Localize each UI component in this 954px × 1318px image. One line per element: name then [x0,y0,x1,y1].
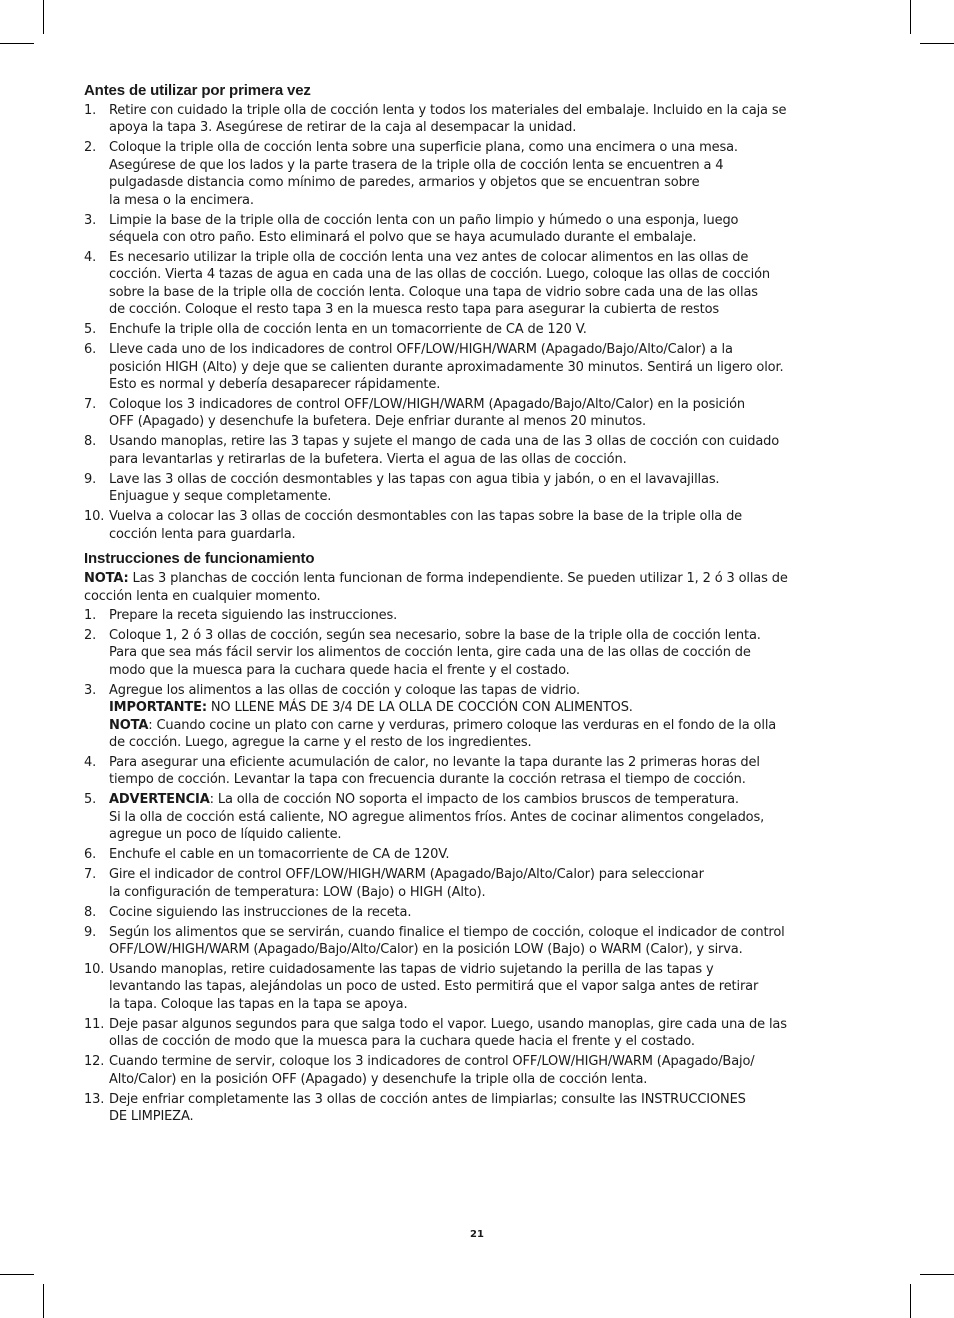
item-number: 3. [84,212,97,228]
item-text: Deje enfriar completamente las 3 ollas de cocción antes de limpiarlas; consulte las INSTRUCCIONES [109,1091,746,1107]
list-item [84,904,868,921]
list-item [84,607,868,624]
item-number: 2. [84,140,97,156]
crop-mark-bottom-right-vertical [910,1284,911,1318]
item-number: 2. [84,627,97,643]
item-line [109,413,868,430]
list-item [84,102,868,137]
item-text: Enjuague y seque completamente. [109,489,332,505]
item-text: la mesa o la encimera. [109,192,254,208]
item-line [109,607,868,624]
item-number: 8. [84,434,97,450]
note-line: cocción lenta en cualquier momento. [84,588,321,604]
item-number: 6. [84,847,97,863]
item-text: Lleve cada uno de los indicadores de control OFF/LOW/HIGH/WARM (Apagado/Bajo/Alto/Calor) a la [109,342,733,358]
item-text: la tapa. Coloque las tapas en la tapa se apoya. [109,996,408,1012]
item-line [109,1091,868,1108]
page-number: 21 [470,1229,484,1240]
item-line [109,321,868,338]
item-text: Deje pasar algunos segundos para que salga todo el vapor. Luego, usando manoplas, gire cada una de las [109,1016,787,1032]
item-text: Alto/Calor) en la posición OFF (Apagado) y desenchufe la triple olla de cocción lenta. [109,1071,648,1087]
item-line [109,359,868,376]
crop-mark-top-left-vertical [43,0,44,34]
item-number: 7. [84,867,97,883]
list-item [84,866,868,901]
list-item [84,396,868,431]
item-text: de cocción. Coloque el resto tapa 3 en la muesca resto tapa para asegurar la cubierta de restos [109,302,720,318]
item-line [109,662,868,679]
item-line [109,139,868,156]
item-text: Para que sea más fácil servir los alimentos de cocción lenta, gire cada una de las ollas de cocción de [109,645,751,661]
item-line [109,941,868,958]
item-text: OFF/LOW/HIGH/WARM (Apagado/Bajo/Alto/Calor) en la posición LOW (Bajo) o WARM (Calor), y sirva. [109,941,743,957]
item-text: : Cuando cocine un plato con carne y verduras, primero coloque las verduras en el fondo de la olla [148,717,777,733]
list-item [84,249,868,319]
item-line [109,471,868,488]
item-text: Gire el indicador de control OFF/LOW/HIGH/WARM (Apagado/Bajo/Alto/Calor) para seleccionar [109,867,704,883]
list-item [84,433,868,468]
crop-mark-top-right-horizontal [920,43,954,44]
item-line [109,119,868,136]
list-item [84,961,868,1013]
item-line [109,682,868,699]
item-number: 1. [84,103,97,118]
item-line [109,508,868,525]
item-text: Coloque la triple olla de cocción lenta sobre una superficie plana, como una encimera o una mesa. [109,140,738,156]
item-line [109,644,868,661]
item-line [109,376,868,393]
item-number: 9. [84,471,97,487]
item-line [109,1033,868,1050]
item-text: Asegúrese de que los lados y la parte trasera de la triple olla de cocción lenta se encuentren a 4 [109,157,724,173]
item-text: Coloque los 3 indicadores de control OFF/LOW/HIGH/WARM (Apagado/Bajo/Alto/Calor) en la posición [109,397,746,413]
item-text: séquela con otro paño. Esto eliminará el polvo que se haya acumulado durante el embalaje. [109,230,697,246]
item-line [109,284,868,301]
item-text: Usando manoplas, retire las 3 tapas y sujete el mango de cada una de las 3 ollas de cocción con cuidado [109,434,780,450]
note-text: Las 3 planchas de cocción lenta funcionan de forma independiente. Se pueden utilizar 1, 2 ó 3 ollas de [128,571,788,587]
crop-mark-top-right-vertical [910,0,911,34]
item-line [109,192,868,209]
list-item [84,508,868,543]
list-item [84,341,868,393]
item-text: la configuración de temperatura: LOW (Bajo) o HIGH (Alto). [109,884,486,900]
item-number: 10. [84,509,105,525]
item-text: agregue un poco de líquido caliente. [109,827,342,843]
item-line [109,961,868,978]
list-item [84,846,868,863]
item-line [109,266,868,283]
item-line [109,924,868,941]
item-text: DE LIMPIEZA. [109,1109,194,1124]
item-line [109,451,868,468]
list-item [84,754,868,789]
list-item [84,682,868,752]
emphasis-label: ADVERTENCIA [109,792,210,808]
section-heading-first-use: Antes de utilizar por primera vez [84,82,311,99]
item-line [109,526,868,543]
item-text: Usando manoplas, retire cuidadosamente las tapas de vidrio sujetando la perilla de las tapas y [109,961,714,977]
list-item [84,627,868,679]
list-item [84,791,868,843]
item-text: Esto es normal y debería desaparecer rápidamente. [109,377,441,393]
item-text: Vuelva a colocar las 3 ollas de cocción desmontables con las tapas sobre la base de la triple olla de [109,509,743,525]
item-number: 7. [84,397,97,413]
list-item [84,321,868,338]
item-text: Limpie la base de la triple olla de cocción lenta con un paño limpio y húmedo o una esponja, luego [109,212,739,228]
item-text: Coloque 1, 2 ó 3 ollas de cocción, según sea necesario, sobre la base de la triple olla de cocción lenta. [109,627,761,643]
item-number: 9. [84,924,97,940]
item-number: 13. [84,1091,105,1107]
list-item [84,1053,868,1088]
item-text: : La olla de cocción NO soporta el impacto de los cambios bruscos de temperatura. [209,792,739,808]
list-item [84,212,868,247]
item-text: Si la olla de cocción está caliente, NO agregue alimentos fríos. Antes de cocinar alimentos congelados, [109,809,765,825]
note-label: NOTA: [84,571,129,587]
item-line [109,627,868,644]
list-item [84,924,868,959]
item-text: Es necesario utilizar la triple olla de cocción lenta una vez antes de colocar alimentos en las ollas de [109,250,749,266]
item-number: 3. [84,682,97,698]
list-item [84,471,868,506]
item-text: Lave las 3 ollas de cocción desmontables y las tapas con agua tibia y jabón, o en el lavavajillas. [109,471,720,487]
list-item [84,139,868,209]
item-line [109,809,868,826]
item-line [109,699,868,716]
item-line [109,771,868,788]
item-line [109,866,868,883]
item-number: 10. [84,961,105,977]
crop-mark-bottom-left-vertical [43,1284,44,1318]
item-line [109,229,868,246]
item-number: 6. [84,342,97,358]
item-line [109,341,868,358]
item-line [109,996,868,1013]
item-text: Retire con cuidado la triple olla de cocción lenta y todos los materiales del embalaje. Incluido en la caja se [109,103,787,118]
item-text: Agregue los alimentos a las ollas de cocción y coloque las tapas de vidrio. [109,682,580,698]
item-number: 11. [84,1016,105,1032]
item-text: levantando las tapas, alejándolas un poco de usted. Esto permitirá que el vapor salga antes de retirar [109,979,759,995]
first-use-steps-list [84,102,868,543]
item-text: Cocine siguiendo las instrucciones de la receta. [109,904,412,920]
item-line [109,488,868,505]
item-line [109,978,868,995]
item-line [109,157,868,174]
item-line [109,433,868,450]
item-number: 12. [84,1054,105,1070]
item-text: ollas de cocción de modo que la muesca para la cuchara quede hacia el frente y el costado. [109,1034,695,1050]
item-line [109,734,868,751]
item-number: 8. [84,904,97,920]
item-text: Prepare la receta siguiendo las instrucciones. [109,607,398,623]
item-line [109,1108,868,1125]
item-line [109,249,868,266]
item-text: Cuando termine de servir, coloque los 3 indicadores de control OFF/LOW/HIGH/WARM (Apagado/Bajo/ [109,1054,755,1070]
operation-steps-list [84,607,868,1126]
item-text: para levantarlas y retirarlas de la bufetera. Vierta el agua de las ollas de cocción. [109,451,627,467]
item-line [109,754,868,771]
crop-mark-bottom-left-horizontal [0,1274,34,1275]
item-text: tiempo de cocción. Levantar la tapa con frecuencia durante la cocción retrasa el tiempo de cocción. [109,772,746,788]
item-text: de cocción. Luego, agregue la carne y el resto de los ingredientes. [109,734,532,750]
item-text: cocción. Vierta 4 tazas de agua en cada una de las ollas de cocción. Luego, coloque las ollas de cocción [109,267,771,283]
item-line [109,717,868,734]
emphasis-label: NOTA [109,717,149,733]
crop-mark-top-left-horizontal [0,43,34,44]
item-number: 4. [84,754,97,770]
item-text: OFF (Apagado) y desenchufe la bufetera. Deje enfriar durante al menos 20 minutos. [109,414,646,430]
item-text: posición HIGH (Alto) y deje que se calienten durante aproximadamente 30 minutos. Sentirá un ligero olor. [109,359,784,375]
item-line [109,1071,868,1088]
emphasis-label: IMPORTANTE: [109,700,207,716]
item-line [109,212,868,229]
page-content [84,82,868,1128]
item-text: pulgadasde distancia como mínimo de paredes, armarios y objetos que se encuentran sobre [109,175,700,191]
crop-mark-bottom-right-horizontal [920,1274,954,1275]
section-heading-operation: Instrucciones de funcionamiento [84,550,315,568]
item-text: cocción lenta para guardarla. [109,526,296,542]
list-item [84,1091,868,1126]
item-line [109,174,868,191]
item-number: 1. [84,607,97,623]
item-line [109,102,868,119]
item-line [109,301,868,318]
item-text: Para asegurar una eficiente acumulación de calor, no levante la tapa durante las 2 primeras horas del [109,754,760,770]
item-line [109,1053,868,1070]
item-line [109,846,868,863]
item-line [109,884,868,901]
list-item [84,1016,868,1051]
item-line [109,826,868,843]
item-text: Enchufe la triple olla de cocción lenta en un tomacorriente de CA de 120 V. [109,322,587,338]
item-text: NO LLENE MÁS DE 3/4 DE LA OLLA DE COCCIÓN CON ALIMENTOS. [206,700,633,716]
item-number: 5. [84,322,97,338]
item-line [109,791,868,808]
note-line [84,571,788,586]
item-text: Según los alimentos que se servirán, cuando finalice el tiempo de cocción, coloque el indicador de control [109,924,785,940]
item-text: modo que la muesca para la cuchara quede hacia el frente y el costado. [109,662,570,678]
item-text: apoya la tapa 3. Asegúrese de retirar de la caja al desempacar la unidad. [109,120,577,136]
item-line [109,396,868,413]
item-text: Enchufe el cable en un tomacorriente de CA de 120V. [109,847,450,863]
item-line [109,904,868,921]
item-text: sobre la base de la triple olla de cocción lenta. Coloque una tapa de vidrio sobre cada una de las ollas [109,284,758,300]
item-number: 5. [84,792,97,808]
operation-note [84,570,868,605]
item-line [109,1016,868,1033]
item-number: 4. [84,250,97,266]
